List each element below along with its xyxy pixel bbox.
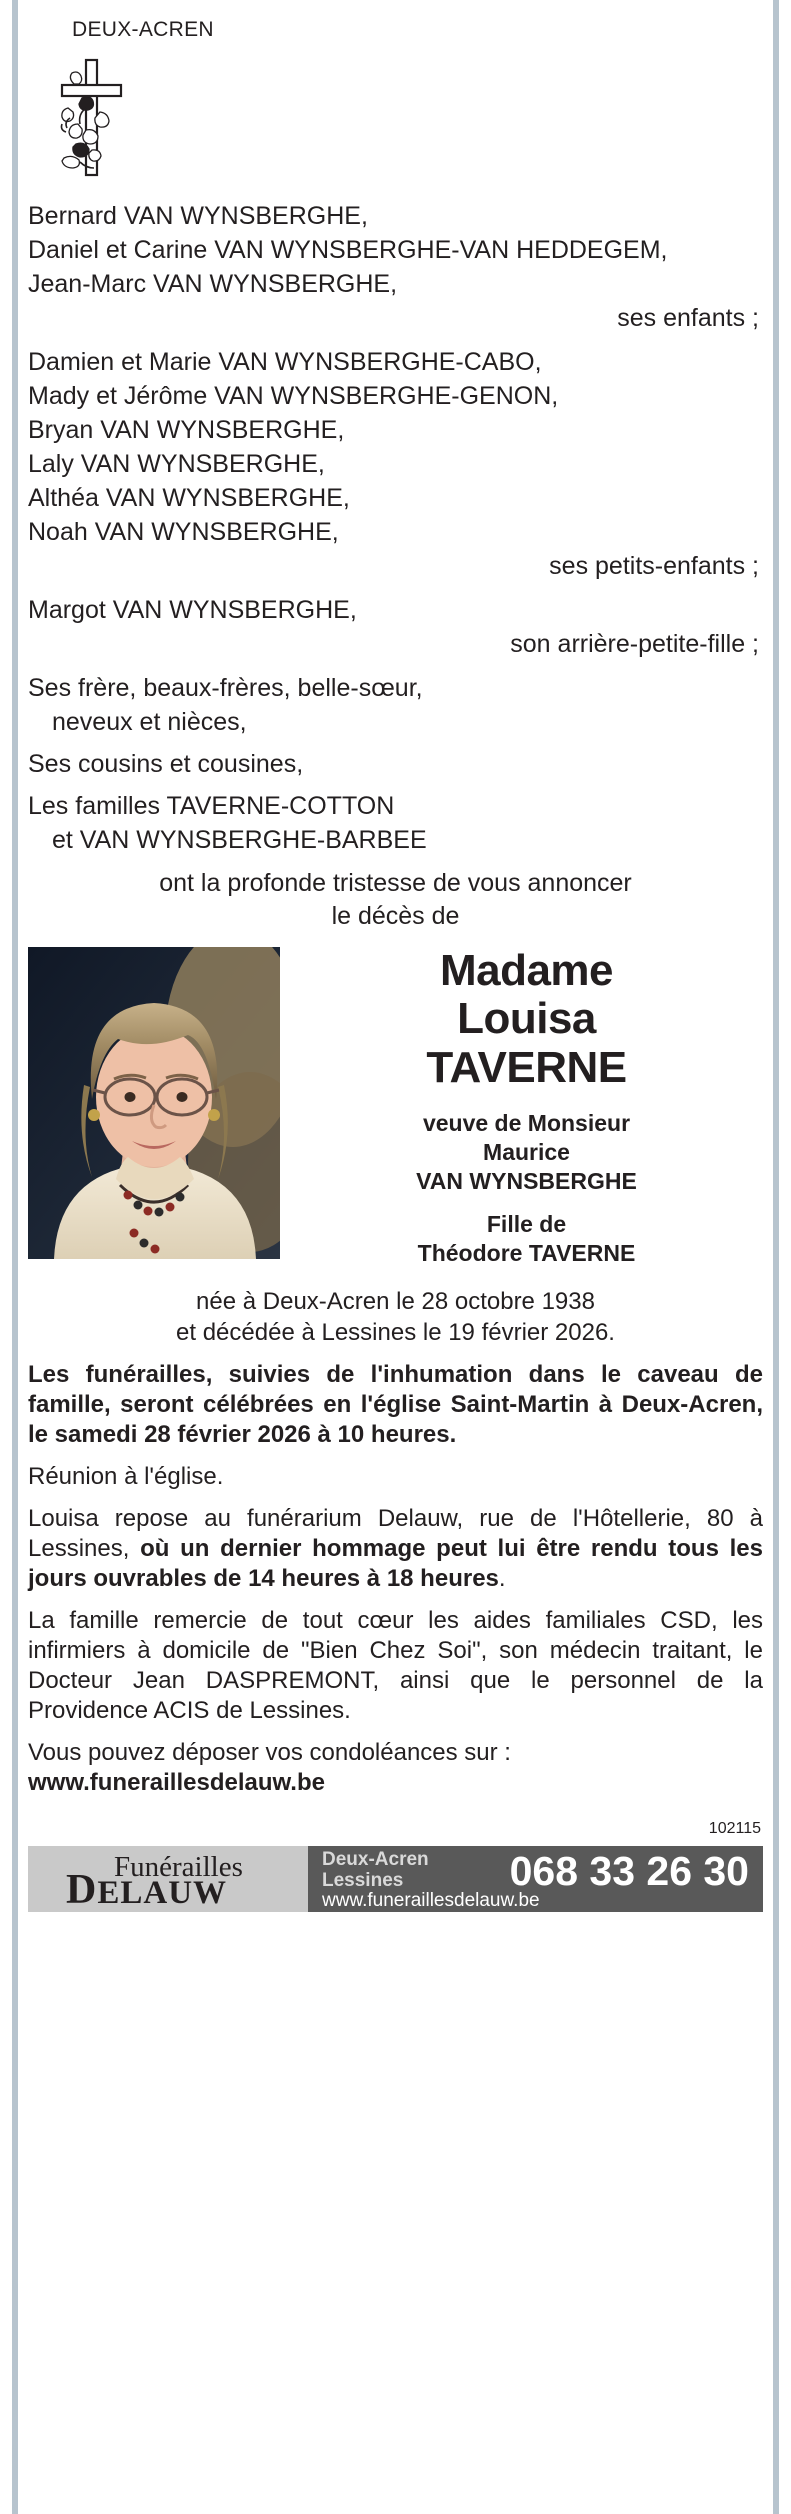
funeral-home-banner	[28, 1846, 763, 1912]
family-line: Ses frère, beaux-frères, belle-sœur,	[28, 674, 423, 702]
condolences-website[interactable]	[28, 1768, 763, 1798]
funeral-details-paragraph: Les funérailles, suivies de l'inhumation dans le caveau de famille, seront célébrées en l'église Saint-Martin à Deux-Acren, le samedi 28 février 2026 à 10 heures.	[28, 1361, 763, 1448]
meeting-paragraph: Réunion à l'église.	[28, 1463, 224, 1490]
reference-number: 102115	[708, 1820, 761, 1837]
family-line: Laly VAN WYNSBERGHE,	[28, 450, 325, 478]
repose-paragraph	[28, 1504, 763, 1594]
banner-phone-number[interactable]: 068 33 26 30	[509, 1848, 749, 1894]
cross-with-roses-icon	[28, 42, 763, 189]
children-group	[28, 199, 763, 335]
banner-contact-area	[308, 1846, 763, 1912]
announcement-line-2: le décès de	[331, 902, 460, 930]
condolences-website-text: www.funeraillesdelauw.be	[28, 1769, 325, 1796]
thanks-paragraph: La famille remercie de tout cœur les aides familiales CSD, les infirmiers à domicile de "Bien Chez Soi", son médecin traitant, le Docteur Jean DASPREMONT, ainsi que le personnel de la Providence ACIS de Lessines.	[28, 1607, 763, 1724]
great-grandchild-role-label: son arrière-petite-fille ;	[510, 630, 759, 658]
family-line: Damien et Marie VAN WYNSBERGHE-CABO,	[28, 348, 542, 376]
brand-delauw-rest: ELAUW	[97, 1875, 228, 1911]
banner-website[interactable]: www.funeraillesdelauw.be	[322, 1890, 540, 1911]
widow-line-2: Maurice	[483, 1139, 570, 1165]
locality-heading: DEUX-ACREN	[72, 18, 214, 41]
daughter-line-1: Fille de	[486, 1211, 567, 1237]
death-line: et décédée à Lessines le 19 février 2026.	[176, 1319, 615, 1346]
spacer	[28, 739, 763, 747]
widow-line-1: veuve de Monsieur	[422, 1110, 631, 1136]
dates-block	[28, 1286, 763, 1348]
grandchildren-role-label: ses petits-enfants ;	[549, 552, 759, 580]
grandchildren-group	[28, 345, 763, 583]
brand-delauw-text	[66, 1867, 228, 1913]
family-line: et VAN WYNSBERGHE-BARBEE	[52, 826, 427, 854]
daughter-block	[290, 1210, 763, 1268]
notice-content	[22, 0, 769, 1912]
relatives-group	[28, 671, 763, 857]
deceased-hero	[28, 947, 763, 1268]
family-line: Les familles TAVERNE-COTTON	[28, 792, 395, 820]
condolences-paragraph	[28, 1738, 763, 1768]
spacer	[28, 781, 763, 789]
right-edge-rule	[773, 0, 779, 2514]
banner-cities	[322, 1849, 429, 1891]
daughter-line-2: Théodore TAVERNE	[417, 1240, 636, 1266]
banner-city-2: Lessines	[322, 1870, 404, 1891]
deceased-last-name: TAVERNE	[426, 1043, 627, 1092]
announcement-line-1: ont la profonde tristesse de vous annoncer	[159, 869, 632, 897]
repose-text-period: .	[498, 1565, 506, 1592]
family-line: Bernard VAN WYNSBERGHE,	[28, 202, 368, 230]
family-line: neveux et nièces,	[52, 708, 247, 736]
family-line: Ses cousins et cousines,	[28, 750, 304, 778]
family-line: Noah VAN WYNSBERGHE,	[28, 518, 339, 546]
left-edge-rule	[12, 0, 18, 2514]
birth-line: née à Deux-Acren le 28 octobre 1938	[196, 1288, 595, 1315]
deceased-title: Madame	[439, 946, 614, 995]
deceased-portrait-photo	[28, 947, 280, 1259]
deceased-first-name: Louisa	[457, 994, 596, 1043]
brand-funerailles-text: Funérailles	[114, 1851, 243, 1883]
widow-block	[290, 1109, 763, 1196]
family-line: Daniel et Carine VAN WYNSBERGHE-VAN HEDDEGEM,	[28, 236, 668, 264]
family-line: Bryan VAN WYNSBERGHE,	[28, 416, 345, 444]
condolences-label: Vous pouvez déposer vos condoléances sur :	[28, 1739, 511, 1766]
deceased-name-block	[280, 947, 763, 1268]
widow-line-3: VAN WYNSBERGHE	[416, 1168, 637, 1194]
brand-delauw-d: D	[66, 1867, 98, 1913]
repose-text-bold: où un dernier hommage peut lui être rendu tous les jours ouvrables de 14 heures à 18 heures	[28, 1535, 763, 1592]
children-role-label: ses enfants ;	[617, 304, 759, 332]
repose-text-plain: Louisa repose au funérarium Delauw, rue de l'Hôtellerie, 80 à Lessines,	[28, 1505, 763, 1562]
banner-city-1: Deux-Acren	[322, 1849, 429, 1870]
family-line: Althéa VAN WYNSBERGHE,	[28, 484, 350, 512]
great-grandchild-group	[28, 593, 763, 661]
family-line: Jean-Marc VAN WYNSBERGHE,	[28, 270, 398, 298]
banner-brand-area	[28, 1846, 308, 1912]
family-line: Margot VAN WYNSBERGHE,	[28, 596, 357, 624]
family-line: Mady et Jérôme VAN WYNSBERGHE-GENON,	[28, 382, 559, 410]
